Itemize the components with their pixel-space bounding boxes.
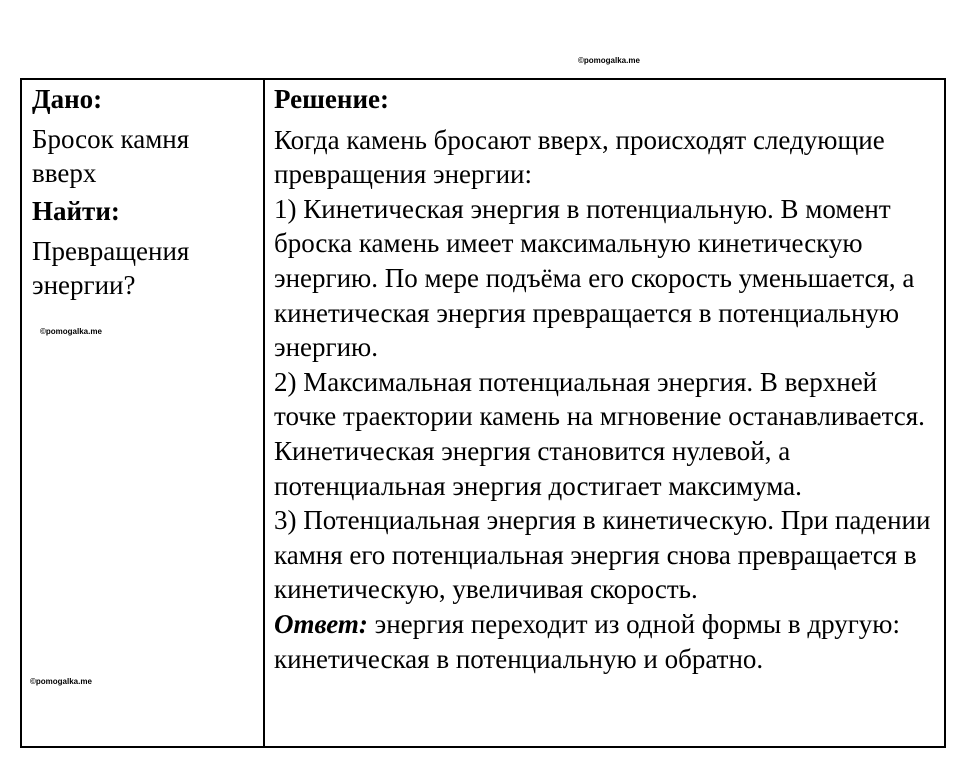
find-value: Превращения энергии? <box>32 236 190 300</box>
find-heading: Найти: <box>32 196 120 226</box>
solution-step-2: 2) Максимальная потенциальная энергия. В верхней точке траектории камень на мгновение останавливается. Кинетическая энергия становится нулевой, а потенциальная энергия достигает максимума. <box>274 366 925 501</box>
given-heading: Дано: <box>32 84 103 114</box>
solution-table <box>20 78 946 748</box>
watermark-top: ©pomogalka.me <box>578 56 640 65</box>
answer-paragraph <box>274 607 942 676</box>
solution-heading: Решение: <box>274 84 389 114</box>
answer-label: Ответ: <box>274 608 368 639</box>
solution-column <box>274 82 942 676</box>
watermark-left-bottom: ©pomogalka.me <box>30 677 92 686</box>
answer-text: энергия переходит из одной формы в другую: кинетическая в потенциальную и обратно. <box>274 608 900 674</box>
given-column <box>32 82 257 306</box>
solution-step-3: 3) Потенциальная энергия в кинетическую. При падении камня его потенциальная энергия снова превращается в кинетическую, увеличивая скорость. <box>274 505 931 605</box>
given-value: Бросок камня вверх <box>32 124 190 188</box>
solution-step-1: 1) Кинетическая энергия в потенциальную. В момент броска камень имеет максимальную кинетическую энергию. По мере подъёма его скорость уменьшается, а кинетическая энергия превращается в потенциальную энергию. <box>274 193 915 363</box>
watermark-left-middle: ©pomogalka.me <box>40 327 102 336</box>
solution-intro: Когда камень бросают вверх, происходят следующие превращения энергии: <box>274 124 885 190</box>
column-divider <box>263 80 265 746</box>
